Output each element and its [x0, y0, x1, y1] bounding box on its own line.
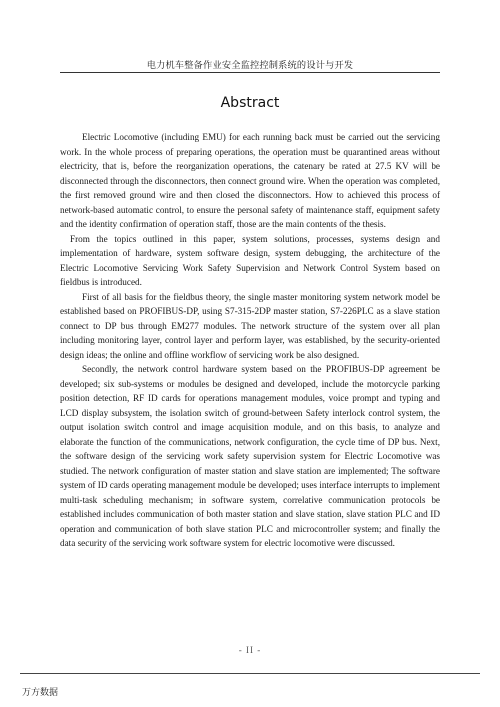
abstract-paragraph: Electric Locomotive (including EMU) for each running back must be carried out the servicing work. In the whole process of preparing operations, the operation must be quarantined areas without electricity, that is, before the reorganization operations, the catenary be rated at 27.5 KV will be disconnected through the disconnectors, then connect ground wire. When the operation was completed, the first removed ground wire and then closed the disconnectors. How to achieved this process of network-based automatic control, to ensure the personal safety of maintenance staff, equipment safety and the identity confirmation of operation staff, those are the main contents of the thesis.	[60, 132, 440, 229]
header-rule	[60, 72, 440, 73]
abstract-paragraph: From the topics outlined in this paper, system solutions, processes, systems design and implementation of hardware, system software design, system debugging, the architecture of the Electric Locomotive Servicing Work Safety Supervision and Network Control System based on fieldbus is introduced.	[60, 233, 440, 287]
abstract-paragraph: Secondly, the network control hardware system based on the PROFIBUS-DP agreement be developed; six sub-systems or modules be designed and developed, include the motorcycle parking position detection, RF ID cards for operations management modules, voice prompt and typing and LCD display subsystem, the isolation switch of ground-between Safety interlock control system, the output isolation switch control and image acquisition module, and on this basis, to analyze and elaborate the function of the communications, network configuration, the cycle time of DP bus. Next, the software design of the servicing work safety supervision system for Electric Locomotive was studied. The network configuration of master station and slave station are implemented; The software system of ID cards operating management module be developed; uses interface interrupts to implement multi-task scheduling mechanism; in software system, correlative communication protocols be established includes communication of both master station and slave station, slave station PLC and ID operation and communication of both slave station PLC and microcontroller system; and finally the data security of the servicing work software system for electric locomotive were discussed.	[60, 364, 440, 548]
running-title: 电力机车整备作业安全监控控制系统的设计与开发	[146, 60, 354, 71]
watermark-text: 万方数据	[22, 688, 59, 698]
abstract-paragraph: First of all basis for the fieldbus theory, the single master monitoring system network model be established based on PROFIBUS-DP, using S7-315-2DP master station, S7-226PLC as a slave station connect to DP bus through EM277 modules. The network structure of the system over all plan including monitoring layer, control layer and perform layer, was established, by the security-oriented design ideas; the online and offline workflow of servicing work be also designed.	[60, 291, 440, 360]
footer-rule	[20, 673, 480, 674]
abstract-body	[60, 130, 440, 551]
page-title: Abstract	[220, 95, 280, 111]
page-number: - II -	[238, 645, 262, 655]
